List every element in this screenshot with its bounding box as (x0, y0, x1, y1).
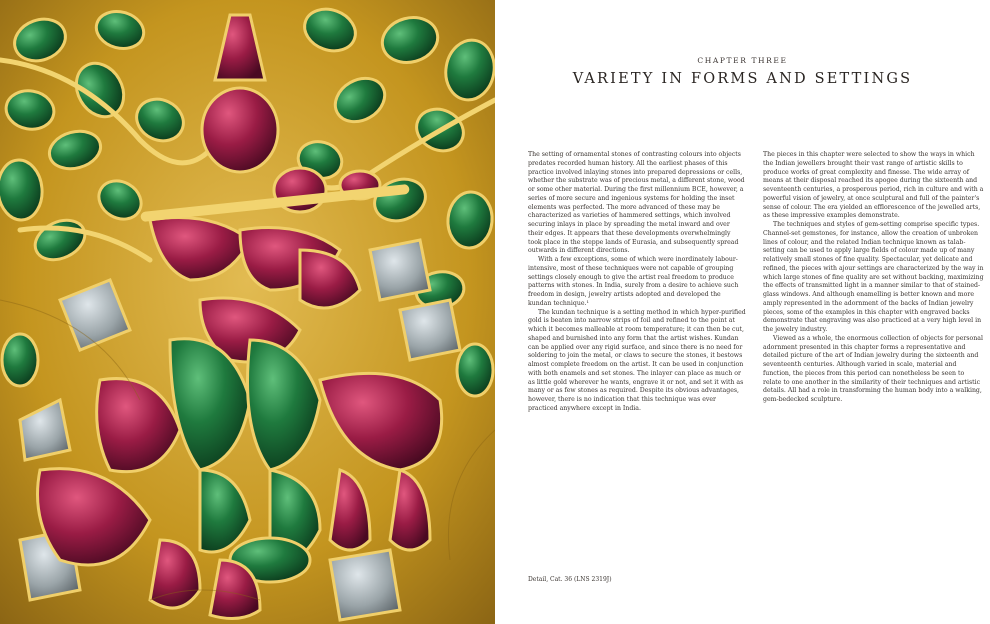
chapter-title: VARIETY IN FORMS AND SETTINGS (572, 71, 913, 87)
paragraph: The pieces in this chapter were selected to show the ways in which the Indian jewellers brought their vast range of artistic skills to produce works of great complexity and finesse. The wide array of means at their disposal reached its apogee during the sixteenth and seventeenth centuries, a prosperous period, rich in culture and with a powerful vision of jewelry, at once sculptural and full of the painter's sense of colour. The era yielded an efflorescence of the jewelled arts, as these impressive examples demonstrate. (763, 151, 984, 220)
paragraph: The setting of ornamental stones of contrasting colours into objects predates recorded human history. All the earliest phases of this practice involved inlaying stones into prepared depressions or cells, whether the substrate was of precious metal, a different stone, wood or some other material. During the first millennium BCE, however, a series of more secure and ingenious systems for holding the inset elements was perfected. The more advanced of these may be characterized as varieties of hammered settings, which involved securing inlays in place by spreading the metal inward and over their edges. It appears that these developments overwhelmingly took place in the steppe lands of Eurasia, and subsequently spread outwards in different directions. (528, 151, 745, 255)
paragraph: With a few exceptions, some of which were inordinately labour-intensive, most of these techniques were not capable of grouping settings closely enough to give the artist real freedom to produce patterns with stones. In India, surely from a desire to achieve such freedom in design, jewelry artists adopted and developed the kundan technique.¹ (528, 256, 739, 307)
text-column-right (763, 151, 984, 405)
text-column-left (528, 151, 746, 414)
paragraph: The techniques and styles of gem-setting comprise specific types. Channel-set gemstones, for instance, allow the creation of unbroken lines of colour, and the related Indian technique known as talab-setting can be used to apply large fields of colour made up of many relatively small stones of fine quality. Spectacular, yet delicate and refined, the pieces with ajour settings are characterized by the way in which large stones of fine quality are set without backing, maximizing the effects of transmitted light in a manner similar to that of stained-glass windows. And although enamelling is better known and more amply represented in the adornment of the backs of Indian jewelry pieces, some of the examples in this chapter with engraved backs demonstrate that engraving was also practiced at a very high level in the jewelry industry. (763, 221, 984, 333)
paragraph: Viewed as a whole, the enormous collection of objects for personal adornment presented in this chapter forms a representative and detailed picture of the art of Indian jewelry during the sixteenth and seventeenth centuries. Although varied in scale, material and function, the pieces from this period can nonetheless be seen to relate to one another in the similarity of their techniques and artistic details. All had a role in transforming the human body into a walking, gem-bedecked sculpture. (763, 334, 983, 403)
paragraph: The kundan technique is a setting method in which hyper-purified gold is beaten into narrow strips of foil and refined to the point at which it becomes malleable at room temperature; it can then be cut, shaped and burnished into any form that the artist wishes. Kundan can be applied over any rigid surface, and since there is no need for soldering to join the metal, or claws to secure the stones, it bestows almost complete freedom on the artist. It can be used in conjunction with both enamels and set stones. The inlayer can place as much or as little gold wherever he wants, engrave it or not, and set it with as many or as few stones as required. Despite its obvious advantages, however, there is no indication that this technique was ever practiced anywhere except in India. (528, 308, 746, 412)
text-page (495, 0, 990, 624)
chapter-label: CHAPTER THREE (697, 56, 788, 65)
figure-caption: Detail, Cat. 36 (LNS 2319J) (528, 576, 612, 583)
